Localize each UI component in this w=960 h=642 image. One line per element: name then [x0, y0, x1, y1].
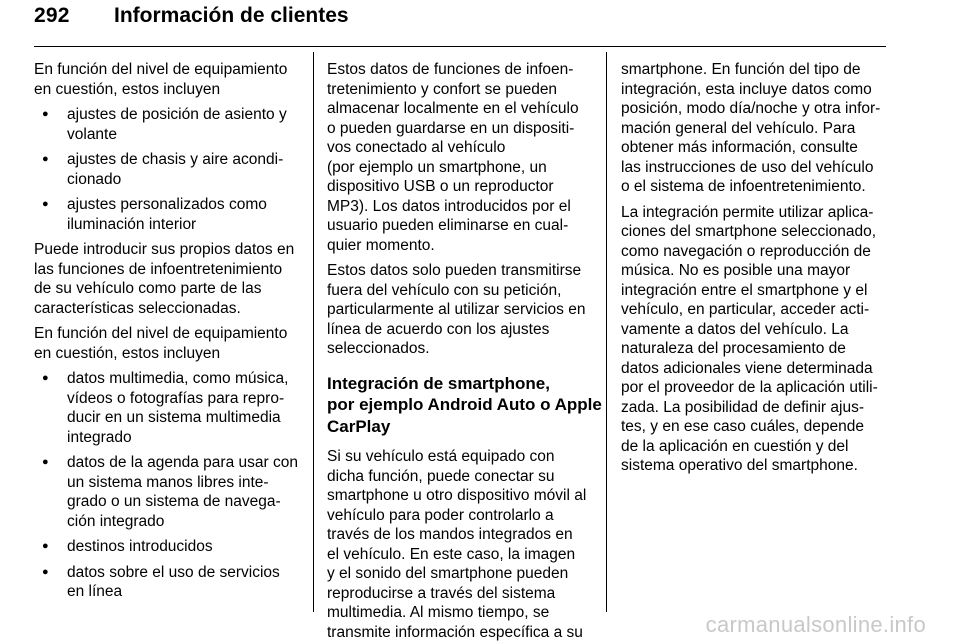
bullet-item	[34, 369, 298, 447]
text-line: usuario pueden eliminarse en cual-	[327, 217, 569, 234]
text-line: smartphone u otro dispositivo móvil al	[327, 487, 587, 504]
paragraph	[34, 60, 298, 99]
text-line: En función del nivel de equipamiento	[34, 61, 288, 78]
text-line: reproducirse a través del sistema	[327, 584, 556, 602]
text-line: de la aplicación en cuestión y del	[621, 437, 849, 455]
text-line: sistema operativo del smartphone.	[621, 457, 858, 474]
text-line: o pueden guardarse en un dispositi-	[327, 119, 575, 137]
text-line: vehículo para poder controlarlo a	[327, 506, 554, 524]
paragraph	[621, 203, 887, 476]
text-line: dicha función, puede conectar su	[327, 467, 555, 485]
text-line: ● ajustes personalizados como	[67, 196, 267, 213]
text-line: las instrucciones de uso del vehículo	[621, 158, 874, 176]
text-line: zada. La posibilidad de definir ajus-	[621, 398, 864, 416]
bullet-item	[34, 195, 298, 234]
text-line: Estos datos de funciones de infoen-	[327, 61, 574, 78]
text-line: CarPlay	[327, 416, 391, 436]
paragraph	[34, 240, 298, 318]
text-line: tes, y en ese caso cuáles, depende	[621, 418, 864, 435]
bullet-list	[34, 369, 298, 602]
text-line: un sistema manos libres inte-	[67, 473, 269, 491]
text-line: integración, esta incluye datos como	[621, 80, 872, 98]
column-3	[621, 60, 887, 616]
text-line: vamente a datos del vehículo. La	[621, 320, 849, 338]
paragraph	[34, 324, 298, 363]
text-line: smartphone. En función del tipo de	[621, 61, 861, 78]
text-line: mación general del vehículo. Para	[621, 119, 856, 137]
text-line: y el sonido del smartphone pueden	[327, 565, 569, 582]
text-line: características seleccionadas.	[34, 299, 241, 317]
text-line: almacenar localmente en el vehículo	[327, 100, 579, 117]
watermark-text: carmanualsonline.info	[705, 612, 926, 637]
text-line: Puede introducir sus propios datos en	[34, 241, 295, 258]
text-line: ducir en un sistema multimedia	[67, 409, 281, 426]
section-heading	[327, 373, 602, 438]
text-line: Si su vehículo está equipado con	[327, 448, 555, 465]
text-line: ● ajustes de posición de asiento y	[67, 106, 287, 123]
text-line: o el sistema de infoentretenimiento.	[621, 178, 866, 195]
column-2	[327, 60, 602, 641]
text-line: iluminación interior	[67, 215, 197, 233]
text-line: vos conectado al vehículo	[327, 139, 506, 156]
text-line: La integración permite utilizar aplica-	[621, 203, 874, 221]
text-line: vehículo, en particular, acceder acti-	[621, 301, 870, 318]
bullet-item	[34, 537, 298, 557]
text-line: línea de acuerdo con los ajustes	[327, 320, 550, 338]
text-line: tretenimiento y confort se pueden	[327, 80, 558, 98]
page-number: 292	[34, 4, 70, 27]
text-line: dispositivo USB o un reproductor	[327, 178, 554, 195]
bullet-list	[34, 105, 298, 234]
text-line: En función del nivel de equipamiento	[34, 325, 288, 342]
text-line: fuera del vehículo con su petición,	[327, 281, 562, 299]
text-line: volante	[67, 125, 117, 143]
text-line: Estos datos solo pueden transmitirse	[327, 262, 582, 279]
text-line: ● datos de la agenda para usar con	[67, 454, 298, 471]
text-line: por el proveedor de la aplicación utili-	[621, 379, 878, 396]
bullet-item	[34, 563, 298, 602]
text-line: posición, modo día/noche y otra infor-	[621, 100, 881, 117]
text-line: cionado	[67, 170, 122, 188]
bullet-item	[34, 105, 298, 144]
text-line: Integración de smartphone,	[327, 373, 550, 393]
text-line: seleccionados.	[327, 340, 430, 357]
text-line: de su vehículo como parte de las	[34, 280, 262, 297]
text-line: grado o un sistema de navega-	[67, 493, 281, 510]
text-line: en línea	[67, 583, 123, 600]
text-line: (por ejemplo un smartphone, un	[327, 158, 547, 176]
header-rule	[34, 46, 886, 47]
text-line: las funciones de infoentretenimiento	[34, 260, 283, 278]
paragraph	[621, 60, 887, 197]
text-line: datos adicionales viene determinada	[621, 359, 873, 377]
bullet-item	[34, 453, 298, 531]
text-line: integrado	[67, 428, 132, 446]
column-divider-1	[313, 52, 314, 612]
paragraph	[327, 60, 591, 255]
text-line: ción integrado	[67, 512, 165, 530]
paragraph	[327, 447, 591, 642]
text-line: multimedia. Al mismo tiempo, se	[327, 604, 550, 621]
text-line: naturaleza del procesamiento de	[621, 340, 846, 357]
text-line: en cuestión, estos incluyen	[34, 80, 221, 98]
text-line: vídeos o fotografías para repro-	[67, 389, 285, 407]
text-line: través de los mandos integrados en	[327, 526, 573, 543]
paragraph	[327, 261, 591, 359]
text-line: música. No es posible una mayor	[621, 262, 851, 279]
text-line: transmite información específica a su	[327, 623, 583, 641]
text-line: por ejemplo Android Auto o Apple	[327, 395, 602, 414]
text-line: ● ajustes de chasis y aire acondi-	[67, 151, 284, 168]
text-line: ● datos sobre el uso de servicios	[67, 563, 280, 581]
text-line: ciones del smartphone seleccionado,	[621, 223, 877, 240]
text-line: integración entre el smartphone y el	[621, 281, 868, 299]
bullet-item	[34, 150, 298, 189]
text-line: particularmente al utilizar servicios en	[327, 301, 586, 318]
text-line: quier momento.	[327, 236, 435, 254]
column-1	[34, 60, 298, 616]
text-line: el vehículo. En este caso, la imagen	[327, 545, 576, 563]
text-line: en cuestión, estos incluyen	[34, 344, 221, 362]
text-line: ● destinos introducidos	[67, 538, 213, 555]
page-title: Información de clientes	[114, 4, 349, 27]
text-line: ● datos multimedia, como música,	[67, 370, 289, 387]
column-divider-2	[606, 52, 607, 612]
text-line: obtener más información, consulte	[621, 139, 858, 156]
text-line: como navegación o reproducción de	[621, 242, 871, 260]
text-line: MP3). Los datos introducidos por el	[327, 197, 571, 215]
